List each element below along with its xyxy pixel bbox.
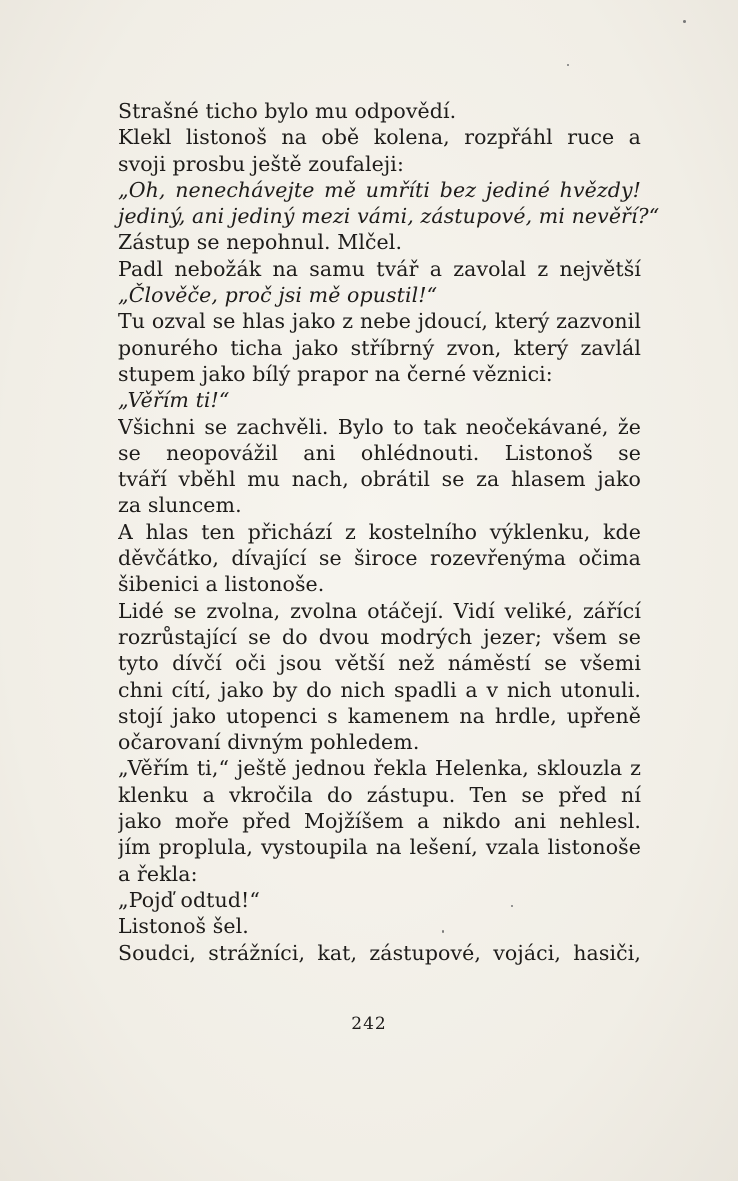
text-line: Soudci, strážníci, kat, zástupové, vojáci, hasiči, bbox=[118, 940, 641, 965]
text-line: stojí jako utopenci s kamenem na hrdle, upřeně bbox=[118, 703, 641, 728]
text-line: jediný, ani jediný mezi vámi, zástupové, mi nevěří?“ bbox=[118, 204, 660, 229]
text-line: Klekl listonoš na obě kolena, rozpřáhl ruce a bbox=[118, 125, 641, 150]
text-line: děvčátko, dívající se široce rozevřenýma očima bbox=[118, 546, 641, 571]
text-line: jako moře před Mojžíšem a nikdo ani nehlesl. bbox=[118, 809, 641, 834]
text-line: Listonoš šel. bbox=[118, 914, 249, 939]
text-line: a řekla: bbox=[118, 861, 198, 886]
text-line: se neopovážil ani ohlédnouti. Listonoš se bbox=[118, 440, 641, 465]
text-line: Všichni se zachvěli. Bylo to tak neočekávané, že bbox=[118, 414, 641, 439]
text-line: tyto dívčí oči jsou větší než náměstí se všemi bbox=[118, 651, 641, 676]
paper-speck bbox=[683, 20, 686, 23]
text-line: klenku a vkročila do zástupu. Ten se před ní bbox=[118, 782, 641, 807]
text-line: Tu ozval se hlas jako z nebe jdoucí, který zazvonil bbox=[118, 309, 641, 334]
text-line: tváří vběhl mu nach, obrátil se za hlasem jako bbox=[118, 467, 641, 492]
text-line: svoji prosbu ještě zoufaleji: bbox=[118, 151, 404, 176]
text-line: „Oh, nenechávejte mě umříti bez jediné hvězdy! bbox=[118, 177, 641, 202]
text-line: očarovaní divným pohledem. bbox=[118, 730, 420, 755]
text-line: „Věřím ti,“ ještě jednou řekla Helenka, sklouzla z bbox=[118, 756, 641, 781]
paper-speck bbox=[511, 905, 513, 907]
text-line: rozrůstající se do dvou modrých jezer; všem se bbox=[118, 624, 641, 649]
text-line: ponurého ticha jako stříbrný zvon, který zavlál bbox=[118, 335, 641, 360]
text-line: Lidé se zvolna, zvolna otáčejí. Vidí veliké, zářící bbox=[118, 598, 641, 623]
text-line: „Pojď odtud!“ bbox=[118, 887, 260, 912]
paper-speck bbox=[567, 64, 569, 66]
paper-speck bbox=[442, 930, 444, 933]
body-text bbox=[118, 98, 660, 966]
text-line: „Člověče, proč jsi mě opustil!“ bbox=[118, 283, 438, 308]
text-line: za sluncem. bbox=[118, 493, 242, 518]
text-line: jím proplula, vystoupila na lešení, vzala listonoše bbox=[118, 835, 641, 860]
text-line: stupem jako bílý prapor na černé věznici: bbox=[118, 361, 553, 386]
text-line: Padl nebožák na samu tvář a zavolal z největší bbox=[118, 256, 641, 281]
text-line: Strašné ticho bylo mu odpovědí. bbox=[118, 99, 457, 123]
text-line: šibenici a listonoše. bbox=[118, 572, 325, 597]
text-line: A hlas ten přichází z kostelního výklenku, kde bbox=[118, 519, 641, 544]
page-number: 242 bbox=[351, 1014, 387, 1034]
text-line: Zástup se nepohnul. Mlčel. bbox=[118, 230, 403, 255]
text-line: „Věřím ti!“ bbox=[118, 388, 230, 413]
text-line: chni cítí, jako by do nich spadli a v nich utonuli. bbox=[118, 677, 641, 702]
